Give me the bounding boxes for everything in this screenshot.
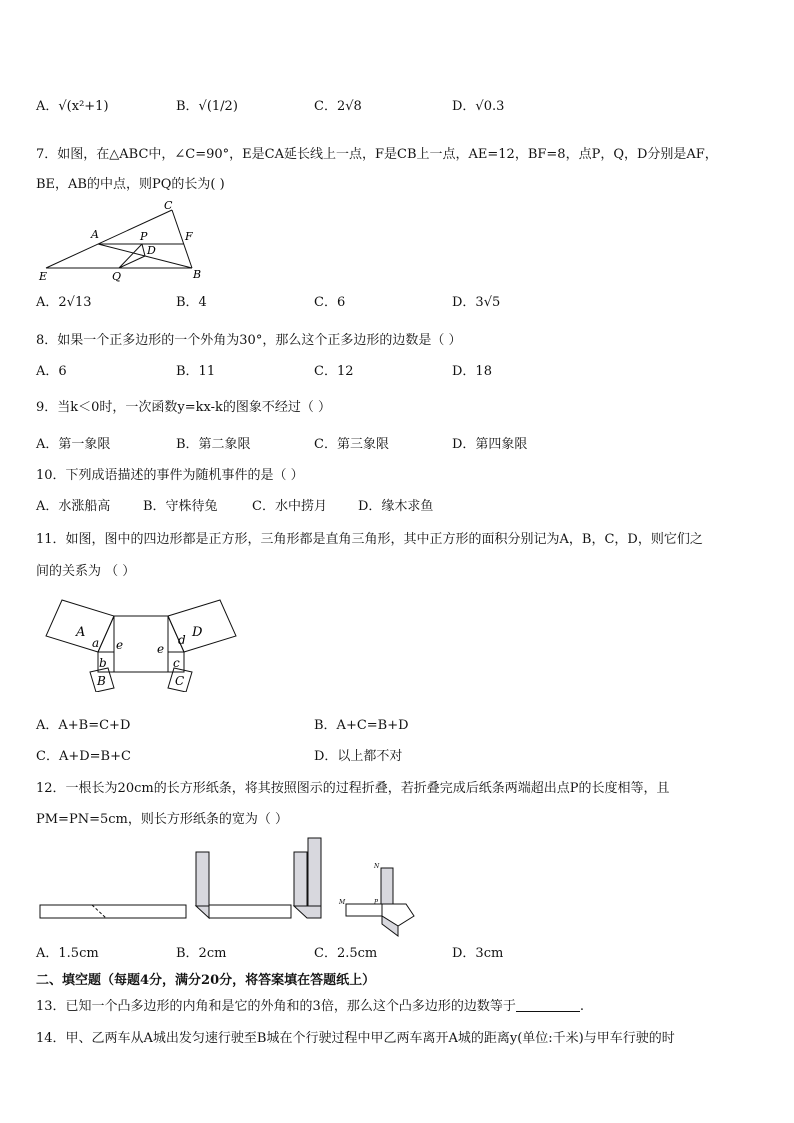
- q11-label-c: c: [173, 656, 180, 670]
- q11-option-b: B．A+C=B+D: [314, 718, 409, 733]
- q11-option-d: D．以上都不对: [314, 749, 403, 764]
- q10-option-d: D．缘木求鱼: [358, 499, 434, 514]
- q9-option-d: D．第四象限: [452, 437, 528, 452]
- q8-option-a: A．6: [36, 364, 67, 379]
- q9-option-a: A．第一象限: [36, 437, 111, 452]
- q11-label-big-c: C: [175, 674, 185, 688]
- q7-stem-line1: 7．如图，在△ABC中，∠C=90°，E是CA延长线上一点，F是CB上一点，AE=12，BF=8，点P，Q，D分别是AF，: [36, 147, 718, 162]
- q10-stem: 10．下列成语描述的事件为随机事件的是（ ）: [36, 468, 304, 483]
- q12-stem-line1: 12．一根长为20cm的长方形纸条，将其按照图示的过程折叠，若折叠完成后纸条两端超出点P的长度相等，且: [36, 781, 670, 796]
- q7-label-d: D: [147, 244, 156, 257]
- q12-label-n: N: [374, 863, 380, 870]
- q11-label-d: d: [178, 633, 186, 647]
- q11-label-big-a: A: [76, 625, 86, 640]
- q11-option-a: A．A+B=C+D: [36, 718, 131, 733]
- q11-label-big-b: B: [97, 674, 106, 688]
- q7-label-a: A: [91, 228, 99, 241]
- q11-option-c: C．A+D=B+C: [36, 749, 131, 764]
- q7-label-q: Q: [112, 270, 122, 282]
- q8-option-c: C．12: [314, 364, 354, 379]
- q7-option-a: A．2√13: [36, 295, 92, 310]
- q7-option-b: B．4: [176, 295, 207, 310]
- q8-option-d: D．18: [452, 364, 492, 379]
- q12-stem-line2: PM=PN=5cm，则长方形纸条的宽为（ ）: [36, 812, 288, 827]
- q9-option-b: B．第二象限: [176, 437, 251, 452]
- q7-stem-line2: BE，AB的中点，则PQ的长为( ): [36, 177, 225, 192]
- q13-text: 13．已知一个凸多边形的内角和是它的外角和的3倍，那么这个凸多边形的边数等于: [36, 999, 516, 1014]
- section-2-heading: 二、填空题（每题4分，满分20分，将答案填在答题纸上）: [36, 973, 376, 988]
- q12-option-d: D．3cm: [452, 946, 504, 961]
- q8-stem: 8．如果一个正多边形的一个外角为30°，那么这个正多边形的边数是（ ）: [36, 333, 462, 348]
- q8-option-b: B．11: [176, 364, 216, 379]
- q6-option-d: D．√0.3: [452, 99, 505, 114]
- q12-option-a: A．1.5cm: [36, 946, 99, 961]
- q10-option-a: A．水涨船高: [36, 499, 111, 514]
- q11-label-big-d: D: [192, 625, 203, 640]
- q11-stem-line2: 间的关系为 （ ）: [36, 564, 136, 579]
- q13-tail: .: [579, 999, 584, 1014]
- q13-stem: [36, 997, 584, 1017]
- q11-label-b: b: [99, 656, 107, 670]
- q7-label-b: B: [193, 268, 202, 281]
- q10-option-c: C．水中捞月: [252, 499, 327, 514]
- q6-option-b: B．√(1/2): [176, 99, 238, 114]
- q7-option-c: C．6: [314, 295, 346, 310]
- q13-answer-blank[interactable]: [516, 997, 580, 1012]
- q12-option-b: B．2cm: [176, 946, 227, 961]
- q7-triangle-figure: [36, 198, 216, 282]
- q7-label-f: F: [185, 230, 193, 243]
- q12-label-p: P: [374, 899, 379, 906]
- q12-label-m: M: [339, 899, 346, 906]
- q6-option-a: A．√(x²+1): [36, 99, 109, 114]
- q10-option-b: B．守株待兔: [143, 499, 218, 514]
- q11-label-a: a: [92, 636, 100, 650]
- q7-label-c: C: [164, 199, 173, 212]
- q7-option-d: D．3√5: [452, 295, 501, 310]
- q7-label-e: E: [39, 270, 48, 282]
- q9-stem: 9．当k＜0时，一次函数y=kx-k的图象不经过（ ）: [36, 400, 332, 415]
- q12-folding-figure: [36, 834, 426, 940]
- q11-squares-figure: [44, 596, 244, 692]
- q12-option-c: C．2.5cm: [314, 946, 378, 961]
- q11-stem-line1: 11．如图，图中的四边形都是正方形，三角形都是直角三角形，其中正方形的面积分别记为A，B，C，D，则它们之: [36, 532, 703, 547]
- q7-label-p: P: [140, 230, 148, 243]
- q9-option-c: C．第三象限: [314, 437, 389, 452]
- q11-label-e-right: e: [157, 642, 165, 656]
- q6-option-c: C．2√8: [314, 99, 362, 114]
- q11-label-e-left: e: [116, 638, 124, 652]
- q14-stem: 14．甲、乙两车从A城出发匀速行驶至B城在个行驶过程中甲乙两车离开A城的距离y(单位:千米)与甲车行驶的时: [36, 1031, 675, 1046]
